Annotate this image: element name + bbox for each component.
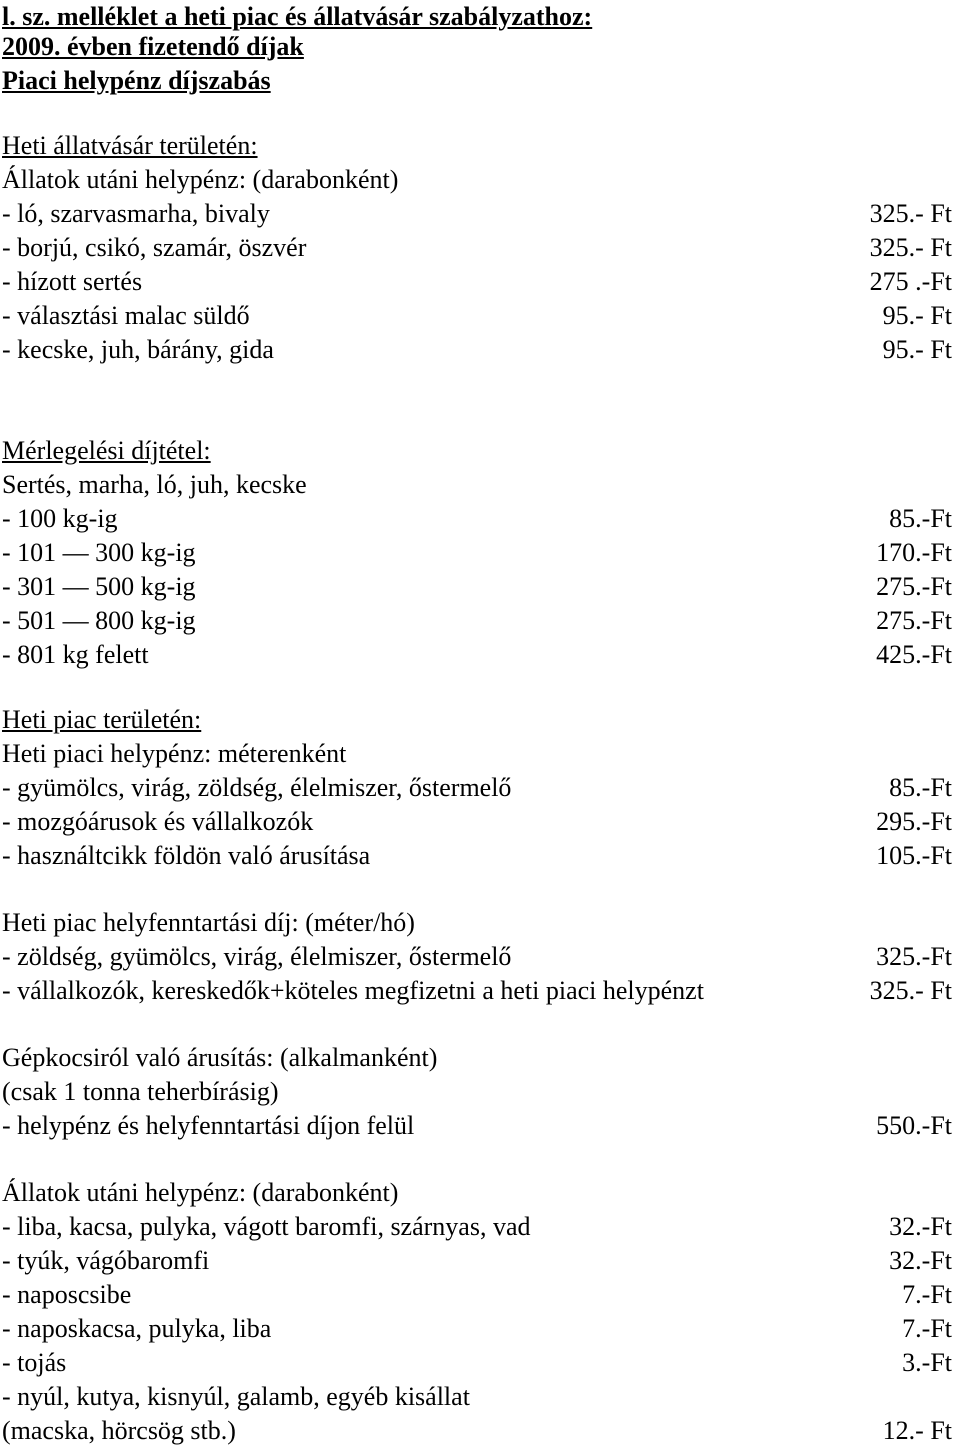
fee-label: Állatok utáni helypénz: (darabonként) xyxy=(2,1178,399,1207)
fee-row xyxy=(0,604,960,638)
fee-label: - 501 — 800 kg-ig xyxy=(2,606,196,635)
fee-price: 105.-Ft xyxy=(876,841,952,870)
fee-price: 32.-Ft xyxy=(889,1212,952,1241)
fee-label: - tyúk, vágóbaromfi xyxy=(2,1246,210,1275)
fee-row xyxy=(0,1346,960,1380)
fee-label: - nyúl, kutya, kisnyúl, galamb, egyéb kisállat xyxy=(2,1382,470,1411)
fee-price: 95.- Ft xyxy=(882,301,952,330)
fee-label: - helypénz és helyfenntartási díjon felül xyxy=(2,1111,415,1140)
fee-row xyxy=(0,1244,960,1278)
fee-price: 85.-Ft xyxy=(889,504,952,533)
fee-label: - naposcsibe xyxy=(2,1280,132,1309)
fee-label: Heti piaci helypénz: méterenként xyxy=(2,739,347,768)
section-title-text: Heti állatvásár területén: xyxy=(2,131,258,160)
fee-row xyxy=(0,638,960,672)
fee-label: - 100 kg-ig xyxy=(2,504,118,533)
fee-price: 550.-Ft xyxy=(876,1111,952,1140)
fee-row xyxy=(0,1278,960,1312)
fee-price: 12.- Ft xyxy=(882,1416,952,1445)
fee-row xyxy=(0,1210,960,1244)
fee-label: - 801 kg felett xyxy=(2,640,149,669)
fee-row xyxy=(0,974,960,1008)
fee-row xyxy=(0,1075,960,1109)
fee-row xyxy=(0,1380,960,1414)
fee-price: 325.-Ft xyxy=(876,942,952,971)
fee-row xyxy=(0,231,960,265)
fee-label: - mozgóárusok és vállalkozók xyxy=(2,807,314,836)
fee-row xyxy=(0,333,960,367)
fee-row xyxy=(0,1312,960,1346)
fee-price: 275.-Ft xyxy=(876,572,952,601)
fee-label: - zöldség, gyümölcs, virág, élelmiszer, őstermelő xyxy=(2,942,512,971)
fee-label: - kecske, juh, bárány, gida xyxy=(2,335,274,364)
section-title-text: Mérlegelési díjtétel: xyxy=(2,436,211,465)
fee-row xyxy=(0,1109,960,1143)
fee-label: - naposkacsa, pulyka, liba xyxy=(2,1314,272,1343)
fee-label: - 301 — 500 kg-ig xyxy=(2,572,196,601)
fee-row xyxy=(0,839,960,873)
fee-price: 3.-Ft xyxy=(902,1348,952,1377)
fee-label: - borjú, csikó, szamár, öszvér xyxy=(2,233,307,262)
fee-row xyxy=(0,1414,960,1448)
fee-label: Gépkocsiról való árusítás: (alkalmanként) xyxy=(2,1043,438,1072)
fee-row xyxy=(0,771,960,805)
fee-price: 275 .-Ft xyxy=(869,267,952,296)
fee-row xyxy=(0,468,960,502)
section-title xyxy=(0,703,960,737)
fee-label: Állatok utáni helypénz: (darabonként) xyxy=(2,165,399,194)
fee-label: (csak 1 tonna teherbírásig) xyxy=(2,1077,279,1106)
section-title xyxy=(0,129,960,163)
fee-row xyxy=(0,197,960,231)
fee-price: 425.-Ft xyxy=(876,640,952,669)
fee-row xyxy=(0,536,960,570)
fee-label: Heti piac helyfenntartási díj: (méter/hó) xyxy=(2,908,415,937)
fee-price: 7.-Ft xyxy=(902,1280,952,1309)
fee-label: - hízott sertés xyxy=(2,267,143,296)
fee-price: 170.-Ft xyxy=(876,538,952,567)
section-title xyxy=(0,434,960,468)
fee-label: - gyümölcs, virág, zöldség, élelmiszer, őstermelő xyxy=(2,773,512,802)
fee-label: Sertés, marha, ló, juh, kecske xyxy=(2,470,307,499)
fee-price: 95.- Ft xyxy=(882,335,952,364)
fee-label: - választási malac süldő xyxy=(2,301,250,330)
fee-price: 275.-Ft xyxy=(876,606,952,635)
fee-row xyxy=(0,163,960,197)
fee-label: - vállalkozók, kereskedők+köteles megfizetni a heti piaci helypénzt xyxy=(2,976,704,1005)
fee-price: 295.-Ft xyxy=(876,807,952,836)
fee-row xyxy=(0,1176,960,1210)
fee-price: 325.- Ft xyxy=(869,233,952,262)
document-title-line-3: Piaci helypénz díjszabás xyxy=(2,66,271,95)
fee-row xyxy=(0,502,960,536)
document-title-line-2: 2009. évben fizetendő díjak xyxy=(2,32,304,61)
fee-row xyxy=(0,265,960,299)
fee-row xyxy=(0,805,960,839)
fee-label: - liba, kacsa, pulyka, vágott baromfi, szárnyas, vad xyxy=(2,1212,531,1241)
fee-label: - használtcikk földön való árusítása xyxy=(2,841,371,870)
fee-row xyxy=(0,570,960,604)
fee-row xyxy=(0,1041,960,1075)
fee-label: (macska, hörcsög stb.) xyxy=(2,1416,236,1445)
fee-label: - tojás xyxy=(2,1348,67,1377)
section-title-text: Heti piac területén: xyxy=(2,705,202,734)
fee-row xyxy=(0,737,960,771)
fee-row xyxy=(0,906,960,940)
fee-label: - ló, szarvasmarha, bivaly xyxy=(2,199,270,228)
document-title-line-1: l. sz. melléklet a heti piac és állatvásár szabályzathoz: xyxy=(2,2,593,31)
fee-price: 32.-Ft xyxy=(889,1246,952,1275)
fee-row xyxy=(0,940,960,974)
fee-row xyxy=(0,299,960,333)
fee-price: 325.- Ft xyxy=(869,199,952,228)
fee-price: 7.-Ft xyxy=(902,1314,952,1343)
fee-price: 85.-Ft xyxy=(889,773,952,802)
fee-label: - 101 — 300 kg-ig xyxy=(2,538,196,567)
fee-price: 325.- Ft xyxy=(869,976,952,1005)
